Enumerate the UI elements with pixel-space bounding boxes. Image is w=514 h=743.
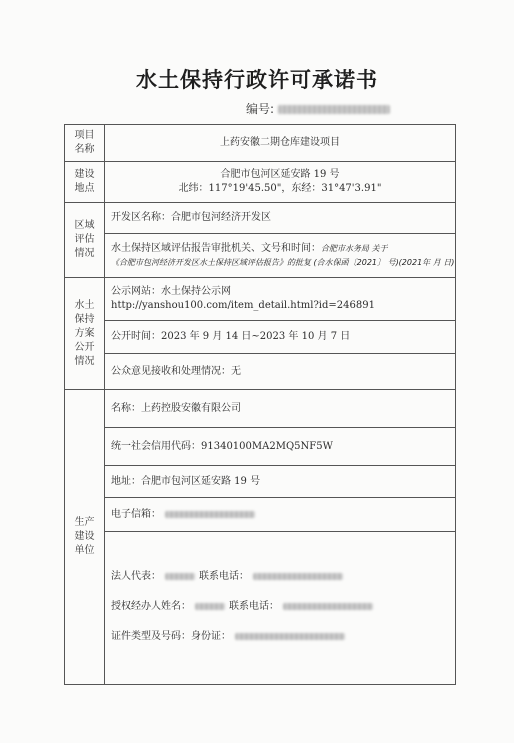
location-coordinates: 北纬：117°19'45.50"，东经：31°47'3.91" (178, 183, 382, 194)
approval-handwriting-line1: 合肥市水务局 关于 (321, 243, 388, 253)
credit-code: 统一社会信用代码：91340100MA2MQ5NF5W (105, 428, 456, 466)
approval-label: 水土保持区域评估报告审批机关、文号和时间： (111, 242, 321, 254)
location-label: 建设地点 (65, 162, 105, 203)
public-url: http://yanshou100.com/item_detail.html?id=246891 (111, 300, 375, 311)
public-website-info (105, 278, 456, 321)
agent-phone-label: 联系电话： (229, 601, 279, 612)
project-name-label: 项目名称 (65, 125, 105, 162)
id-type-label: 证件类型及号码：身份证： (111, 631, 231, 642)
document-number-label: 编号: (246, 102, 275, 116)
redacted-document-number (278, 105, 390, 114)
agent-name-label: 授权经办人姓名： (111, 601, 191, 612)
redacted-id-number (235, 633, 345, 640)
redacted-legal-rep (165, 573, 195, 580)
project-name-value: 上药安徽二期仓库建设项目 (105, 125, 456, 162)
public-website: 公示网站：水土保持公示网 (111, 286, 231, 297)
location-address: 合肥市包河区延安路 19 号 (220, 169, 340, 180)
regional-assessment-label: 区域评估情况 (65, 203, 105, 278)
document-number (246, 100, 390, 117)
contact-phone-label: 联系电话： (199, 571, 249, 582)
document-title: 水土保持行政许可承诺书 (136, 68, 378, 92)
builder-label: 生产建设单位 (65, 390, 105, 685)
redacted-agent-name (195, 603, 225, 610)
dev-zone-name: 开发区名称：合肥市包河经济开发区 (105, 203, 456, 234)
public-opinion: 公众意见接收和处理情况：无 (105, 354, 456, 390)
representative-block (105, 532, 456, 685)
public-time: 公开时间：2023 年 9 月 14 日~2023 年 10 月 7 日 (105, 321, 456, 354)
redacted-email (165, 511, 255, 518)
approval-handwriting-line2: 《合肥市包河经济开发区水土保持区域评估报告》的批复 (合水保函〔2021〕 号)(2021年 月 日) (111, 257, 455, 267)
legal-rep-label: 法人代表： (111, 571, 161, 582)
redacted-agent-phone (283, 603, 373, 610)
location-value (105, 162, 456, 203)
approval-info (105, 234, 456, 278)
email-row (105, 498, 456, 532)
builder-address: 地址：合肥市包河区延安路 19 号 (105, 466, 456, 498)
redacted-contact-phone (253, 573, 343, 580)
email-label: 电子信箱： (111, 508, 161, 520)
commitment-form-table (64, 124, 456, 685)
builder-name: 名称：上药控股安徽有限公司 (105, 390, 456, 428)
public-disclosure-label: 水土保持方案公开情况 (65, 278, 105, 390)
